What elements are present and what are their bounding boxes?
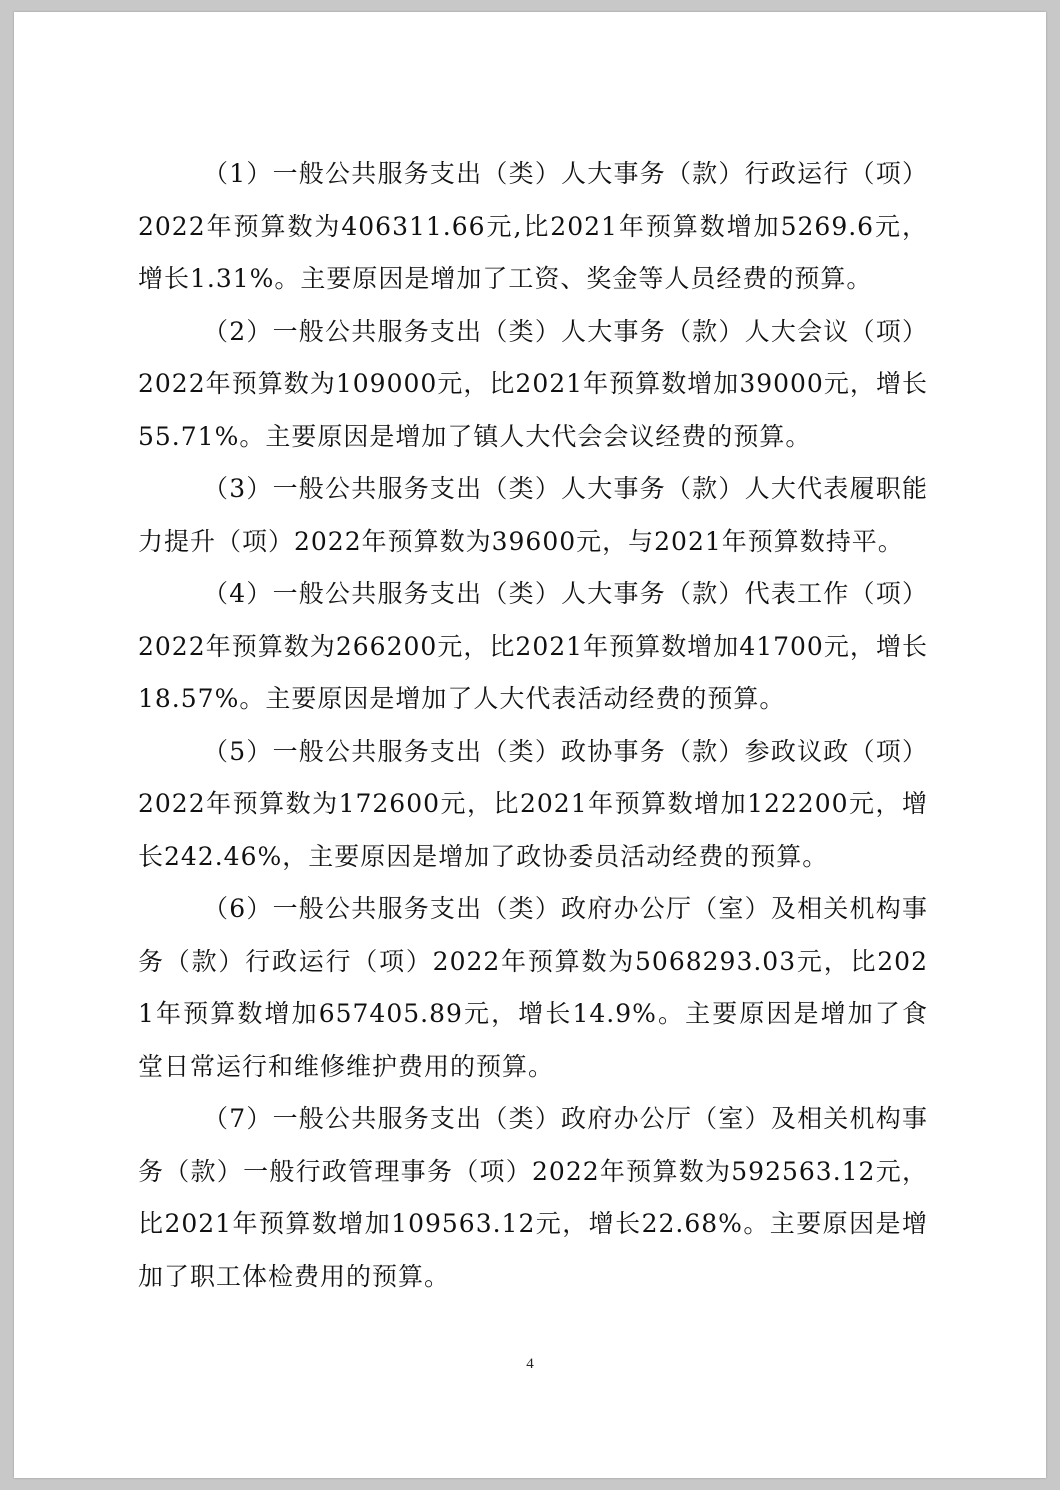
paragraph-item-4: （4）一般公共服务支出（类）人大事务（款）代表工作（项）2022年预算数为266200元，比2021年预算数增加41700元，增长18.57%。主要原因是增加了人大代表活动经费的预算。 (138, 579, 928, 713)
paragraph-item-5: （5）一般公共服务支出（类）政协事务（款）参政议政（项）2022年预算数为172600元，比2021年预算数增加122200元，增长242.46%，主要原因是增加了政协委员活动经费的预算。 (138, 736, 928, 871)
page-number: 4 (526, 1356, 534, 1372)
document-body (138, 148, 928, 1303)
paragraph-item-6: （6）一般公共服务支出（类）政府办公厅（室）及相关机构事务（款）行政运行（项）2022年预算数为5068293.03元，比2021年预算数增加657405.89元，增长14.9%。主要原因是增加了食堂日常运行和维修维护费用的预算。 (138, 894, 928, 1081)
document-page (14, 12, 1046, 1478)
paragraph-item-1: （1）一般公共服务支出（类）人大事务（款）行政运行（项）2022年预算数为406311.66元,比2021年预算数增加5269.6元，增长1.31%。主要原因是增加了工资、奖金等人员经费的预算。 (138, 159, 928, 293)
paragraph-item-3: （3）一般公共服务支出（类）人大事务（款）人大代表履职能力提升（项）2022年预算数为39600元，与2021年预算数持平。 (138, 474, 928, 556)
paragraph-item-7: （7）一般公共服务支出（类）政府办公厅（室）及相关机构事务（款）一般行政管理事务（项）2022年预算数为592563.12元，比2021年预算数增加109563.12元，增长22.68%。主要原因是增加了职工体检费用的预算。 (138, 1104, 928, 1291)
paragraph-item-2: （2）一般公共服务支出（类）人大事务（款）人大会议（项）2022年预算数为109000元，比2021年预算数增加39000元，增长55.71%。主要原因是增加了镇人大代会会议经费的预算。 (138, 316, 928, 451)
